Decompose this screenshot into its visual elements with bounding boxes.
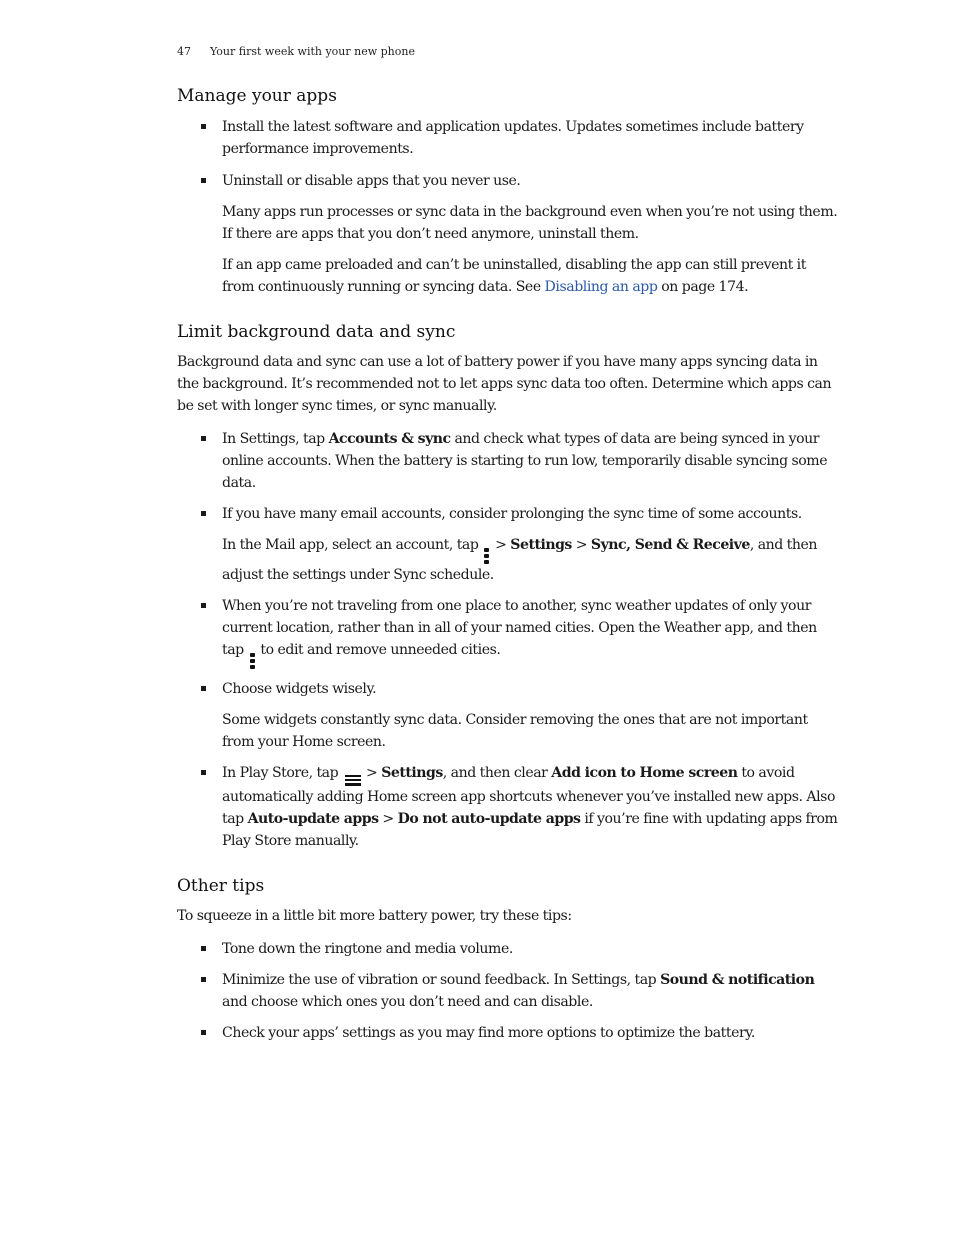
- bold-term: Auto-update apps: [247, 810, 379, 827]
- text-span: >: [571, 537, 591, 553]
- list-item: [177, 678, 841, 700]
- paragraph: Background data and sync can use a lot of battery power if you have many apps syncing data in the background. It’s recommended not to let apps sync data too often. Determine which apps can be set with longer sync times, or sync manually.: [177, 354, 832, 414]
- list-item: [177, 1022, 841, 1044]
- text-span: >: [491, 537, 511, 553]
- section-title-limit-sync: Limit background data and sync: [177, 322, 456, 342]
- text-span: , and then adjust the settings under Sync schedule.: [222, 537, 818, 583]
- text-span: >: [378, 810, 398, 827]
- bold-term: Settings: [510, 537, 572, 553]
- bold-term: Sync, Send & Receive: [590, 537, 750, 553]
- bold-term: Add icon to Home screen: [551, 765, 738, 781]
- paragraph: [177, 534, 841, 586]
- text-span: on page 174.: [657, 279, 749, 295]
- running-header: [177, 44, 841, 60]
- text-span: If an app came preloaded and can’t be uninstalled, disabling the app can still prevent it from continuously running or syncing data. See: [222, 257, 806, 295]
- text-span: and choose which ones you don’t need and can disable.: [222, 993, 593, 1010]
- bullet-text: Tone down the ringtone and media volume.: [222, 940, 513, 957]
- list-item: [177, 969, 841, 1013]
- page-number: 47: [177, 45, 191, 58]
- bullet-icon: [201, 124, 206, 129]
- paragraph: To squeeze in a little bit more battery power, try these tips:: [177, 907, 572, 924]
- text-span: to edit and remove unneeded cities.: [256, 642, 501, 658]
- text-span: , and then clear: [442, 765, 552, 781]
- bullet-text: [222, 969, 841, 1013]
- bullet-icon: [201, 511, 206, 516]
- list-item: [177, 428, 841, 494]
- bullet-icon: [201, 770, 206, 775]
- chapter-title: Your first week with your new phone: [210, 45, 415, 58]
- section-title-manage-apps: Manage your apps: [177, 86, 337, 106]
- more-menu-icon: [250, 653, 255, 669]
- limit-sync-list-3: [177, 762, 841, 852]
- bold-term: Sound & notification: [660, 971, 815, 988]
- bullet-icon: [201, 977, 206, 982]
- paragraph: Some widgets constantly sync data. Consider removing the ones that are not important from your Home screen.: [222, 712, 808, 750]
- bullet-text: Install the latest software and application updates. Updates sometimes include battery performance improvements.: [222, 119, 804, 157]
- text-span: and check what types of data are being synced in your online accounts. When the battery is starting to run low, temporarily disable syncing some data.: [222, 431, 828, 491]
- more-menu-icon: [484, 548, 489, 564]
- bullet-icon: [201, 436, 206, 441]
- bullet-text: Check your apps’ settings as you may find more options to optimize the battery.: [222, 1024, 755, 1041]
- bold-term: Do not auto-update apps: [397, 810, 581, 827]
- bullet-text: Uninstall or disable apps that you never use.: [222, 173, 521, 189]
- text-span: When you’re not traveling from one place to another, sync weather updates of only your current location, rather than in all of your named cities. Open the Weather app, and then tap: [222, 598, 817, 658]
- page-content: [177, 44, 841, 1044]
- limit-sync-list: [177, 428, 841, 525]
- list-item: [177, 938, 841, 960]
- list-item: [177, 116, 841, 160]
- section-title-other-tips: Other tips: [177, 875, 265, 896]
- text-span: In Settings, tap: [222, 431, 329, 447]
- list-item: [177, 170, 841, 192]
- bold-term: Accounts & sync: [328, 431, 451, 447]
- bullet-text: [222, 595, 841, 669]
- list-item: [177, 595, 841, 669]
- text-span: In Play Store, tap: [222, 765, 343, 781]
- list-item: [177, 503, 841, 525]
- text-span: if you’re fine with updating apps from Play Store manually.: [222, 810, 838, 849]
- bullet-text: [222, 428, 841, 494]
- bullet-text: If you have many email accounts, consider prolonging the sync time of some accounts.: [222, 506, 802, 522]
- limit-sync-list-2: [177, 595, 841, 700]
- text-span: In the Mail app, select an account, tap: [222, 537, 483, 553]
- disabling-app-link[interactable]: Disabling an app: [544, 279, 658, 295]
- bullet-icon: [201, 603, 206, 608]
- hamburger-menu-icon: [345, 775, 361, 786]
- text-span: >: [366, 765, 382, 781]
- text-span: to avoid automatically adding Home screen app shortcuts whenever you’ve installed new apps. Also tap: [222, 765, 835, 827]
- bullet-icon: [201, 1030, 206, 1035]
- bold-term: Settings: [381, 765, 443, 781]
- manage-apps-list: [177, 116, 841, 192]
- text-span: Minimize the use of vibration or sound feedback. In Settings, tap: [222, 971, 661, 988]
- bullet-icon: [201, 946, 206, 951]
- bullet-text: Choose widgets wisely.: [222, 681, 377, 697]
- bullet-text: [222, 762, 841, 852]
- list-item: [177, 762, 841, 852]
- other-tips-list: [177, 938, 841, 1044]
- bullet-icon: [201, 686, 206, 691]
- bullet-icon: [201, 178, 206, 183]
- paragraph: Many apps run processes or sync data in the background even when you’re not using them. If there are apps that you don’t need anymore, uninstall them.: [222, 204, 838, 242]
- paragraph: [177, 254, 841, 298]
